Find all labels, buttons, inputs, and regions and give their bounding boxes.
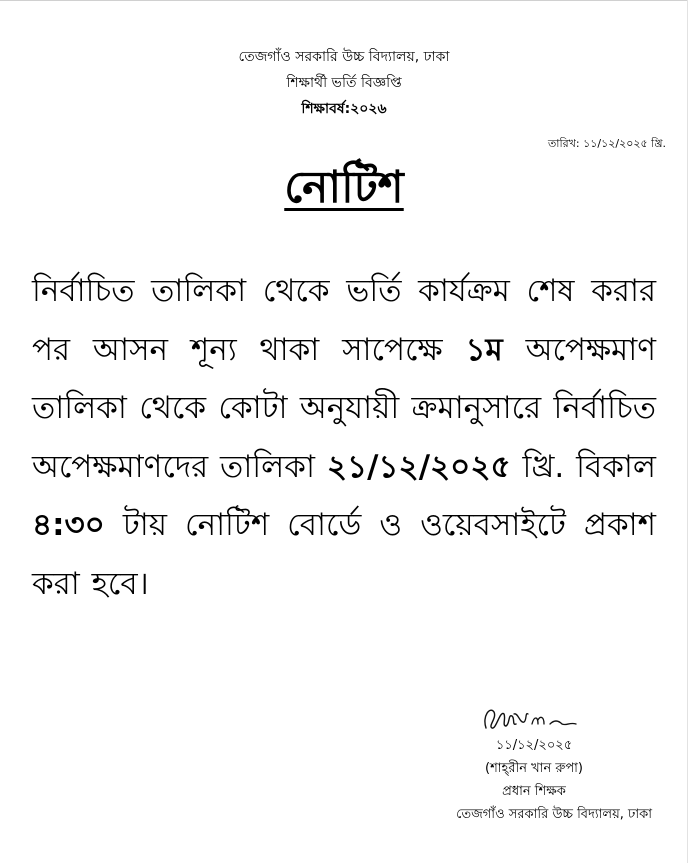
signatory-title: প্রধান শিক্ষক (502, 784, 566, 799)
signatory-school: তেজগাঁও সরকারি উচ্চ বিদ্যালয়, ঢাকা (456, 807, 652, 822)
notice-date: তারিখ: ১১/১২/২০২৫ খ্রি. (548, 137, 666, 150)
signatory-name: (শাহ্‌রীন খান রুপা) (485, 761, 583, 776)
notice-heading-text: নোটিশ (284, 162, 404, 213)
body-part-3: খ্রি. বিকাল (510, 448, 657, 485)
school-name: তেজগাঁও সরকারি উচ্চ বিদ্যালয়, ঢাকা (238, 49, 450, 65)
notice-subject: শিক্ষার্থী ভর্তি বিজ্ঞপ্তি (286, 75, 402, 91)
notice-heading (0, 160, 688, 216)
top-border (0, 0, 688, 1)
body-part-1: নির্বাচিত তালিকা থেকে ভর্তি কার্যক্রম শেষ করার পর আসন শূন্য থাকা সাপেক্ষে (32, 273, 656, 368)
body-date: ২১/১২/২০২৫ (326, 448, 511, 485)
body-time: ৪:৩০ (32, 507, 105, 543)
body-part-2: অপেক্ষমাণ তালিকা থেকে কোটা অনুযায়ী ক্রমানুসারে নির্বাচিত অপেক্ষমাণদের তালিকা (32, 331, 657, 485)
academic-session: শিক্ষাবর্ষ:২০২৬ (301, 101, 387, 117)
body-rank: ১ম (465, 331, 503, 368)
signature-date: ১১/১২/২০২৫ (495, 738, 573, 753)
notice-body (32, 262, 656, 613)
handwritten-signature (478, 702, 588, 736)
body-part-4: টায় নোটিশ বোর্ডে ও ওয়েবসাইটে প্রকাশ করা হবে। (32, 507, 656, 602)
